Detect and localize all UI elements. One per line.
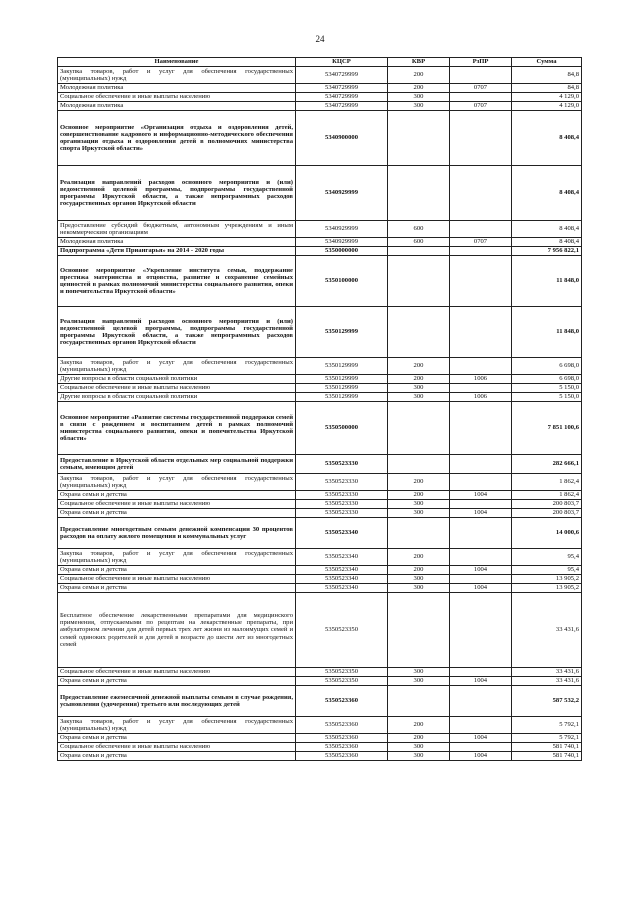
cell-kvr: 600 [388,221,450,238]
cell-name: Предоставление многодетным семьям денежной компенсации 30 процентов расходов на оплату жилого помещения и коммунальных услуг [58,518,296,549]
cell-kcsr: 5350523340 [296,549,388,566]
cell-kcsr: 5350523330 [296,500,388,509]
cell-name: Предоставление в Иркутской области отдельных мер социальной поддержки семьям, имеющим детей [58,455,296,474]
cell-name: Закупка товаров, работ и услуг для обеспечения государственных (муниципальных) нужд [58,67,296,84]
cell-rzpr [450,358,512,375]
cell-kcsr: 5340729999 [296,67,388,84]
header-kcsr: КЦСР [296,58,388,67]
table-row [58,221,582,238]
cell-name: Другие вопросы в области социальной политики [58,393,296,402]
cell-kcsr: 5350523340 [296,584,388,593]
cell-sum: 587 532,2 [512,686,582,717]
cell-sum: 33 431,6 [512,593,582,668]
cell-sum: 4 129,0 [512,102,582,111]
table-row [58,238,582,247]
cell-rzpr: 0707 [450,238,512,247]
cell-sum: 33 431,6 [512,677,582,686]
cell-kvr: 200 [388,375,450,384]
cell-sum: 6 698,0 [512,358,582,375]
cell-rzpr: 1004 [450,734,512,743]
cell-rzpr: 1006 [450,375,512,384]
cell-kvr [388,166,450,221]
cell-sum: 1 862,4 [512,474,582,491]
cell-kcsr: 5350000000 [296,247,388,256]
cell-name: Подпрограмма «Дети Приангарья» на 2014 - 2020 годы [58,247,296,256]
table-header-row [58,58,582,67]
cell-kvr: 300 [388,743,450,752]
cell-name: Охрана семьи и детства [58,752,296,761]
page-number: 24 [315,34,325,44]
cell-name: Предоставление ежемесячной денежной выплаты семьям в случае рождения, усыновления (удочерения) третьего или последующих детей [58,686,296,717]
table-body [58,67,582,761]
cell-sum: 1 862,4 [512,491,582,500]
cell-rzpr [450,518,512,549]
cell-kvr: 200 [388,491,450,500]
cell-name: Охрана семьи и детства [58,566,296,575]
cell-kvr: 300 [388,752,450,761]
cell-kcsr: 5350129999 [296,358,388,375]
cell-kvr: 300 [388,677,450,686]
cell-sum: 14 000,6 [512,518,582,549]
cell-rzpr: 0707 [450,102,512,111]
cell-name: Социальное обеспечение и иные выплаты населению [58,93,296,102]
cell-kvr [388,455,450,474]
cell-sum: 5 792,1 [512,734,582,743]
cell-kcsr: 5340900000 [296,111,388,166]
cell-kvr [388,686,450,717]
cell-sum: 84,8 [512,67,582,84]
table-row [58,474,582,491]
cell-kcsr: 5340929999 [296,166,388,221]
table-row [58,518,582,549]
cell-sum: 282 666,1 [512,455,582,474]
cell-kcsr: 5350129999 [296,393,388,402]
cell-kvr [388,111,450,166]
cell-kvr: 300 [388,500,450,509]
cell-kcsr: 5350523360 [296,734,388,743]
cell-sum: 84,8 [512,84,582,93]
cell-sum: 581 740,1 [512,752,582,761]
table-row [58,491,582,500]
cell-rzpr: 1006 [450,393,512,402]
cell-kcsr: 5350523360 [296,743,388,752]
cell-name: Охрана семьи и детства [58,584,296,593]
cell-name: Охрана семьи и детства [58,491,296,500]
table-row [58,566,582,575]
table-row [58,549,582,566]
cell-name: Реализация направлений расходов основного мероприятия и (или) ведомственной целевой программы, подпрограммы государственной программы Иркутской области, а также непрограммных расходов государственных органов Иркутской области [58,166,296,221]
cell-kvr: 300 [388,584,450,593]
table-row [58,668,582,677]
cell-name: Охрана семьи и детства [58,509,296,518]
cell-rzpr [450,575,512,584]
header-sum: Сумма [512,58,582,67]
cell-rzpr: 1004 [450,584,512,593]
cell-sum: 5 150,0 [512,393,582,402]
cell-sum: 7 956 822,1 [512,247,582,256]
cell-name: Предоставление субсидий бюджетным, автономным учреждениям и иным некоммерческим организациям [58,221,296,238]
cell-kcsr: 5350523340 [296,575,388,584]
cell-sum: 5 792,1 [512,717,582,734]
cell-name: Закупка товаров, работ и услуг для обеспечения государственных (муниципальных) нужд [58,358,296,375]
cell-sum: 33 431,6 [512,668,582,677]
cell-kvr: 300 [388,575,450,584]
table-row [58,734,582,743]
cell-kcsr: 5350523360 [296,717,388,734]
cell-rzpr: 1004 [450,566,512,575]
table-row [58,509,582,518]
cell-sum: 13 905,2 [512,584,582,593]
table-row [58,584,582,593]
cell-sum: 13 905,2 [512,575,582,584]
cell-kvr: 300 [388,384,450,393]
cell-kvr: 300 [388,93,450,102]
cell-kcsr: 5350523340 [296,566,388,575]
cell-kvr [388,402,450,455]
cell-rzpr [450,743,512,752]
cell-name: Основное мероприятие «Укрепление института семьи, поддержание престижа материнства и отцовства, развитие и сохранение семейных ценностей в рамках полномочий министерства социального развития, опеки и попечительства Иркутской области» [58,256,296,307]
cell-sum: 11 848,0 [512,307,582,358]
cell-name: Социальное обеспечение и иные выплаты населению [58,743,296,752]
table-row [58,358,582,375]
budget-table [57,57,582,761]
cell-kvr: 200 [388,67,450,84]
table-row [58,256,582,307]
cell-kcsr: 5350523330 [296,491,388,500]
cell-name: Социальное обеспечение и иные выплаты населению [58,668,296,677]
cell-sum: 581 740,1 [512,743,582,752]
cell-name: Реализация направлений расходов основного мероприятия и (или) ведомственной целевой программы, подпрограммы государственной программы Иркутской области, а также непрограммных расходов государственных органов Иркутской области [58,307,296,358]
cell-rzpr: 1004 [450,491,512,500]
cell-name: Социальное обеспечение и иные выплаты населению [58,384,296,393]
cell-kvr [388,307,450,358]
cell-rzpr [450,402,512,455]
table-row [58,111,582,166]
cell-kcsr: 5350100000 [296,256,388,307]
cell-kcsr: 5340729999 [296,93,388,102]
cell-rzpr: 0707 [450,84,512,93]
cell-sum: 200 803,7 [512,509,582,518]
cell-sum: 6 698,0 [512,375,582,384]
cell-kcsr: 5350523350 [296,668,388,677]
table-row [58,455,582,474]
cell-kvr: 300 [388,668,450,677]
table-row [58,166,582,221]
cell-name: Охрана семьи и детства [58,734,296,743]
cell-name: Молодежная политика [58,238,296,247]
cell-kcsr: 5350523330 [296,474,388,491]
cell-sum: 8 408,4 [512,221,582,238]
cell-kcsr: 5350523350 [296,593,388,668]
cell-sum: 5 150,0 [512,384,582,393]
header-kvr: КВР [388,58,450,67]
cell-kvr: 300 [388,393,450,402]
table-row [58,717,582,734]
cell-kvr: 200 [388,474,450,491]
cell-sum: 8 408,4 [512,238,582,247]
cell-name: Основное мероприятие «Организация отдыха и оздоровления детей, совершенствование кадрового и информационно-методического обеспечения организации отдыха и оздоровления детей в полномочиях министерства спорта Иркутской области» [58,111,296,166]
cell-kcsr: 5350523350 [296,677,388,686]
cell-sum: 95,4 [512,566,582,575]
cell-rzpr: 1004 [450,752,512,761]
table-row [58,375,582,384]
cell-rzpr [450,307,512,358]
cell-rzpr [450,221,512,238]
cell-rzpr [450,384,512,393]
cell-rzpr [450,93,512,102]
cell-rzpr [450,474,512,491]
table-row [58,500,582,509]
cell-sum: 8 408,4 [512,111,582,166]
cell-name: Закупка товаров, работ и услуг для обеспечения государственных (муниципальных) нужд [58,549,296,566]
cell-name: Бесплатное обеспечение лекарственными препаратами для медицинского применения, отпускаемыми по рецептам на лекарственные препараты, при амбулаторном лечении для детей первых трех лет жизни из малоимущих семей и семей одиноких родителей и для детей в возрасте до шести лет из многодетных семей [58,593,296,668]
table-row [58,393,582,402]
cell-kvr [388,256,450,307]
cell-name: Закупка товаров, работ и услуг для обеспечения государственных (муниципальных) нужд [58,717,296,734]
cell-rzpr [450,455,512,474]
cell-kcsr: 5340929999 [296,221,388,238]
cell-kcsr: 5340729999 [296,102,388,111]
cell-rzpr: 1004 [450,509,512,518]
cell-rzpr: 1004 [450,677,512,686]
cell-kcsr: 5350129999 [296,375,388,384]
cell-kvr: 200 [388,717,450,734]
header-rzpr: РзПР [450,58,512,67]
header-name: Наименование [58,58,296,67]
cell-kcsr: 5340729999 [296,84,388,93]
cell-rzpr [450,111,512,166]
table-row [58,743,582,752]
cell-name: Молодежная политика [58,102,296,111]
cell-kcsr: 5350500000 [296,402,388,455]
cell-kvr: 200 [388,734,450,743]
cell-rzpr [450,549,512,566]
cell-kcsr: 5350523360 [296,686,388,717]
cell-name: Основное мероприятие «Развитие системы государственной поддержки семей в связи с рождением и воспитанием детей в рамках полномочий министерства социального развития, опеки и попечительства Иркутской области» [58,402,296,455]
table-row [58,67,582,84]
cell-sum: 95,4 [512,549,582,566]
cell-kcsr: 5350129999 [296,384,388,393]
table-row [58,102,582,111]
cell-kcsr: 5350129999 [296,307,388,358]
table-row [58,686,582,717]
cell-kcsr: 5340929999 [296,238,388,247]
cell-kvr: 200 [388,566,450,575]
cell-kvr [388,247,450,256]
cell-kvr: 300 [388,509,450,518]
table-row [58,575,582,584]
cell-kcsr: 5350523330 [296,455,388,474]
table-row [58,307,582,358]
cell-sum: 11 848,0 [512,256,582,307]
cell-name: Закупка товаров, работ и услуг для обеспечения государственных (муниципальных) нужд [58,474,296,491]
table-row [58,93,582,102]
cell-kvr: 300 [388,102,450,111]
cell-kvr: 200 [388,549,450,566]
cell-sum: 7 851 100,6 [512,402,582,455]
cell-name: Другие вопросы в области социальной политики [58,375,296,384]
table-row [58,84,582,93]
cell-name: Охрана семьи и детства [58,677,296,686]
cell-kvr: 200 [388,358,450,375]
cell-kvr [388,518,450,549]
table-row [58,402,582,455]
cell-kvr [388,593,450,668]
cell-sum: 8 408,4 [512,166,582,221]
cell-kcsr: 5350523330 [296,509,388,518]
table-row [58,752,582,761]
cell-sum: 200 803,7 [512,500,582,509]
cell-rzpr [450,593,512,668]
cell-rzpr [450,686,512,717]
cell-kvr: 200 [388,84,450,93]
cell-kcsr: 5350523340 [296,518,388,549]
cell-name: Социальное обеспечение и иные выплаты населению [58,575,296,584]
cell-kcsr: 5350523360 [296,752,388,761]
cell-name: Социальное обеспечение и иные выплаты населению [58,500,296,509]
cell-kvr: 600 [388,238,450,247]
cell-rzpr [450,500,512,509]
cell-sum: 4 129,0 [512,93,582,102]
cell-rzpr [450,668,512,677]
cell-rzpr [450,67,512,84]
table-row [58,677,582,686]
cell-rzpr [450,166,512,221]
cell-name: Молодежная политика [58,84,296,93]
table-row [58,247,582,256]
table-row [58,384,582,393]
cell-rzpr [450,247,512,256]
table-row [58,593,582,668]
cell-rzpr [450,256,512,307]
cell-rzpr [450,717,512,734]
